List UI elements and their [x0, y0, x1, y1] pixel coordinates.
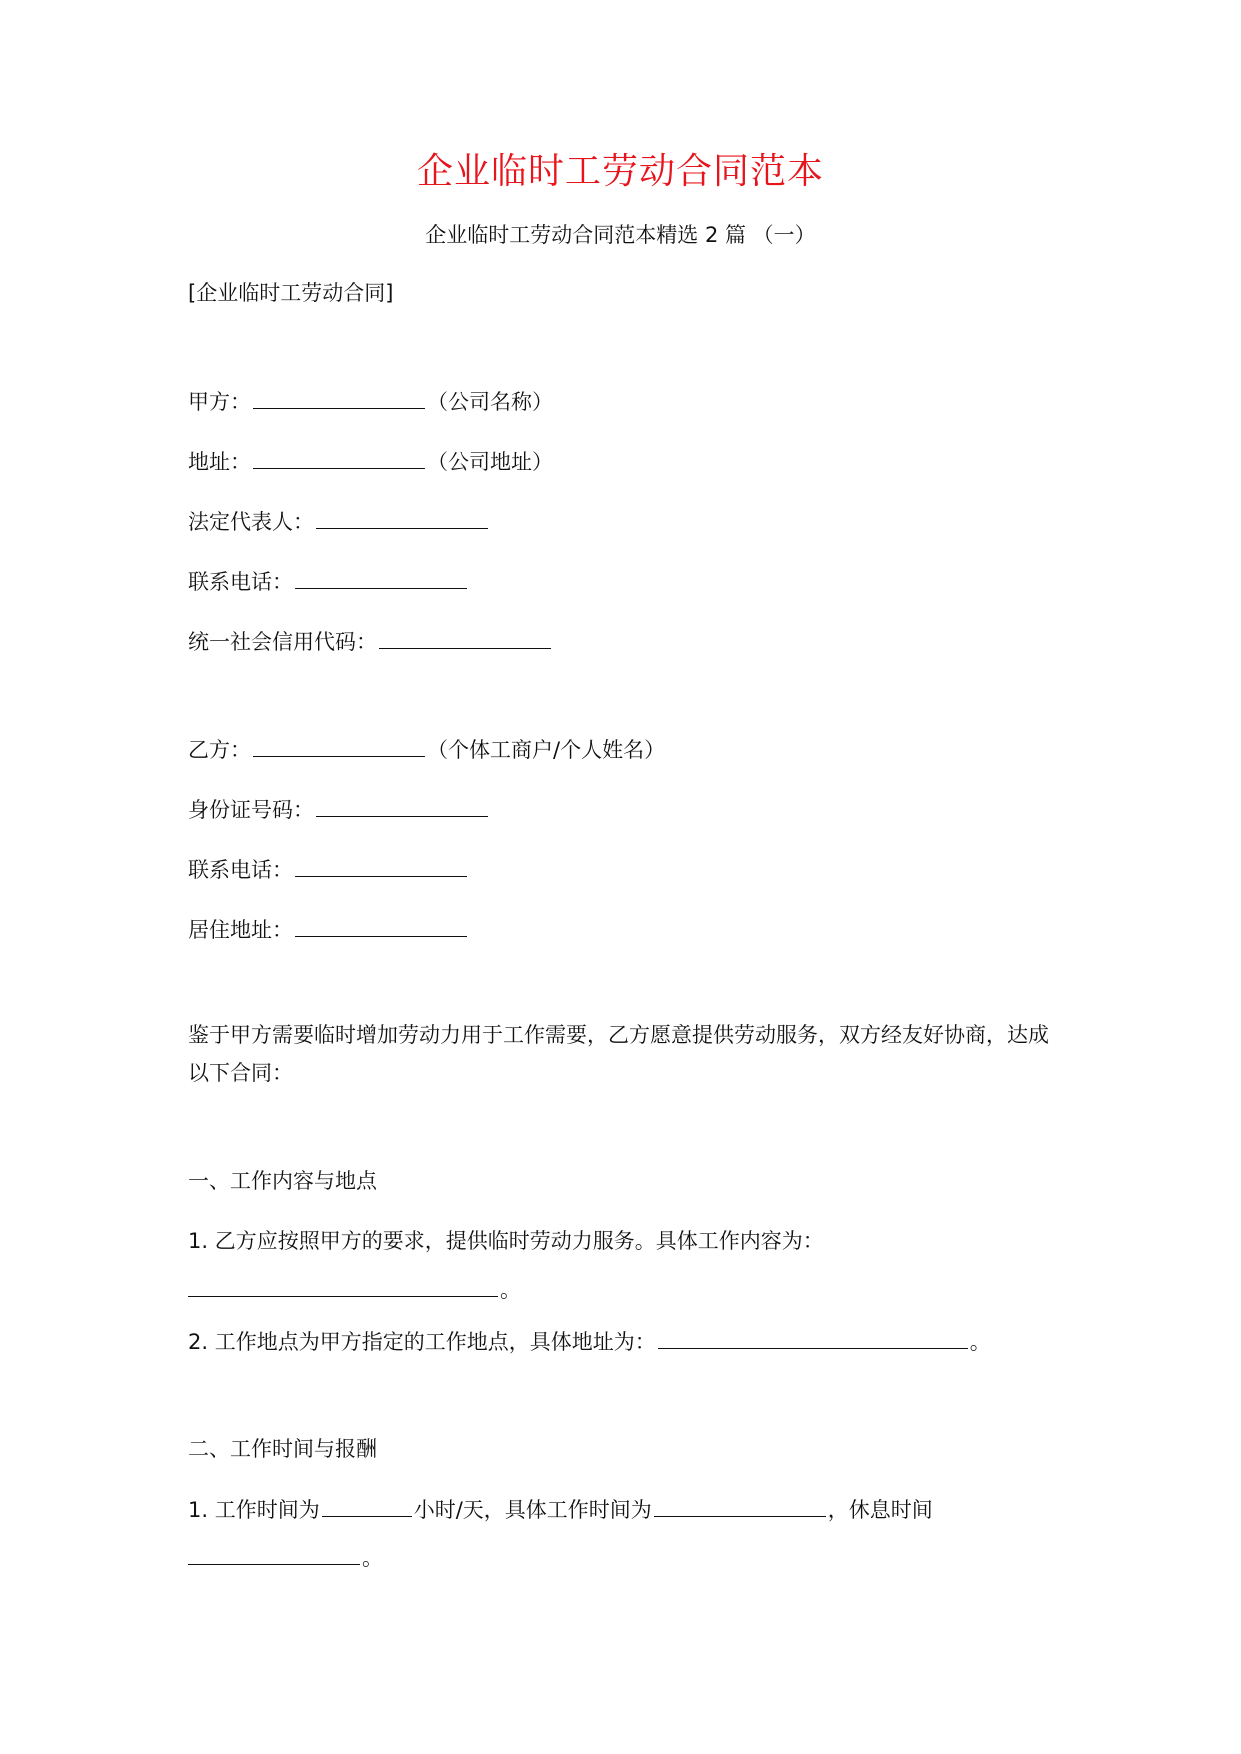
- party-a-name-blank[interactable]: [253, 386, 425, 409]
- section-1-item-2-end: 。: [969, 1330, 991, 1354]
- document-title: 企业临时工劳动合同范本: [416, 151, 824, 192]
- party-a-credit-code-label: 统一社会信用代码：: [188, 630, 377, 654]
- party-b-name-line: [188, 734, 665, 765]
- party-a-credit-code-blank[interactable]: [379, 626, 551, 649]
- party-a-rep-line: [188, 506, 490, 537]
- party-a-address-note: （公司地址）: [427, 450, 553, 474]
- section-1-item-1-continuation: [188, 1274, 521, 1305]
- party-b-address-label: 居住地址：: [188, 918, 293, 942]
- section-1-item-1-end: 。: [500, 1278, 521, 1302]
- party-a-rep-label: 法定代表人：: [188, 510, 314, 534]
- rest-time-blank[interactable]: [188, 1542, 360, 1565]
- section-2-item-1-part-a: 1. 工作时间为: [188, 1498, 320, 1522]
- party-b-address-blank[interactable]: [295, 914, 467, 937]
- section-2-item-1-continuation: [188, 1542, 383, 1573]
- party-a-rep-blank[interactable]: [316, 506, 488, 529]
- section-1-item-2: [188, 1326, 991, 1357]
- party-b-id-line: [188, 794, 490, 825]
- party-a-credit-code-line: [188, 626, 553, 657]
- party-b-name-blank[interactable]: [253, 734, 425, 757]
- contract-preamble: 鉴于甲方需要临时增加劳动力用于工作需要，乙方愿意提供劳动服务，双方经友好协商，达成以下合同：: [188, 1023, 1049, 1085]
- party-b-name-note: （个体工商户/个人姓名）: [427, 738, 666, 762]
- contract-bracket-heading: [企业临时工劳动合同]: [188, 281, 394, 305]
- hours-per-day-blank[interactable]: [322, 1494, 412, 1517]
- section-1-item-2-text: 2. 工作地点为甲方指定的工作地点，具体地址为：: [188, 1330, 656, 1354]
- section-2-item-1-part-b: 小时/天，具体工作时间为: [413, 1498, 652, 1522]
- party-b-phone-label: 联系电话：: [188, 858, 293, 882]
- section-2-item-1-end: 。: [362, 1546, 383, 1570]
- work-content-blank[interactable]: [188, 1274, 498, 1297]
- party-a-address-line: [188, 446, 553, 477]
- party-a-phone-label: 联系电话：: [188, 570, 293, 594]
- party-b-id-blank[interactable]: [316, 794, 488, 817]
- party-a-address-label: 地址：: [188, 450, 251, 474]
- party-a-address-blank[interactable]: [253, 446, 425, 469]
- section-1-item-1: 1. 乙方应按照甲方的要求，提供临时劳动力服务。具体工作内容为：: [188, 1229, 824, 1253]
- work-address-blank[interactable]: [658, 1326, 968, 1349]
- party-a-name-line: [188, 386, 553, 417]
- work-hours-blank[interactable]: [654, 1494, 826, 1517]
- party-a-name-label: 甲方：: [188, 390, 251, 414]
- section-2-item-1: [188, 1494, 933, 1525]
- party-b-phone-line: [188, 854, 469, 885]
- party-a-name-note: （公司名称）: [427, 390, 553, 414]
- party-a-phone-blank[interactable]: [295, 566, 467, 589]
- party-b-phone-blank[interactable]: [295, 854, 467, 877]
- section-2-item-1-part-c: ，休息时间: [827, 1498, 933, 1522]
- party-b-name-label: 乙方：: [188, 738, 251, 762]
- party-b-address-line: [188, 914, 469, 945]
- section-1-heading: 一、工作内容与地点: [188, 1169, 377, 1193]
- party-a-phone-line: [188, 566, 469, 597]
- party-b-id-label: 身份证号码：: [188, 798, 314, 822]
- section-2-heading: 二、工作时间与报酬: [188, 1437, 377, 1461]
- document-subtitle: 企业临时工劳动合同范本精选 2 篇 （一）: [425, 223, 816, 247]
